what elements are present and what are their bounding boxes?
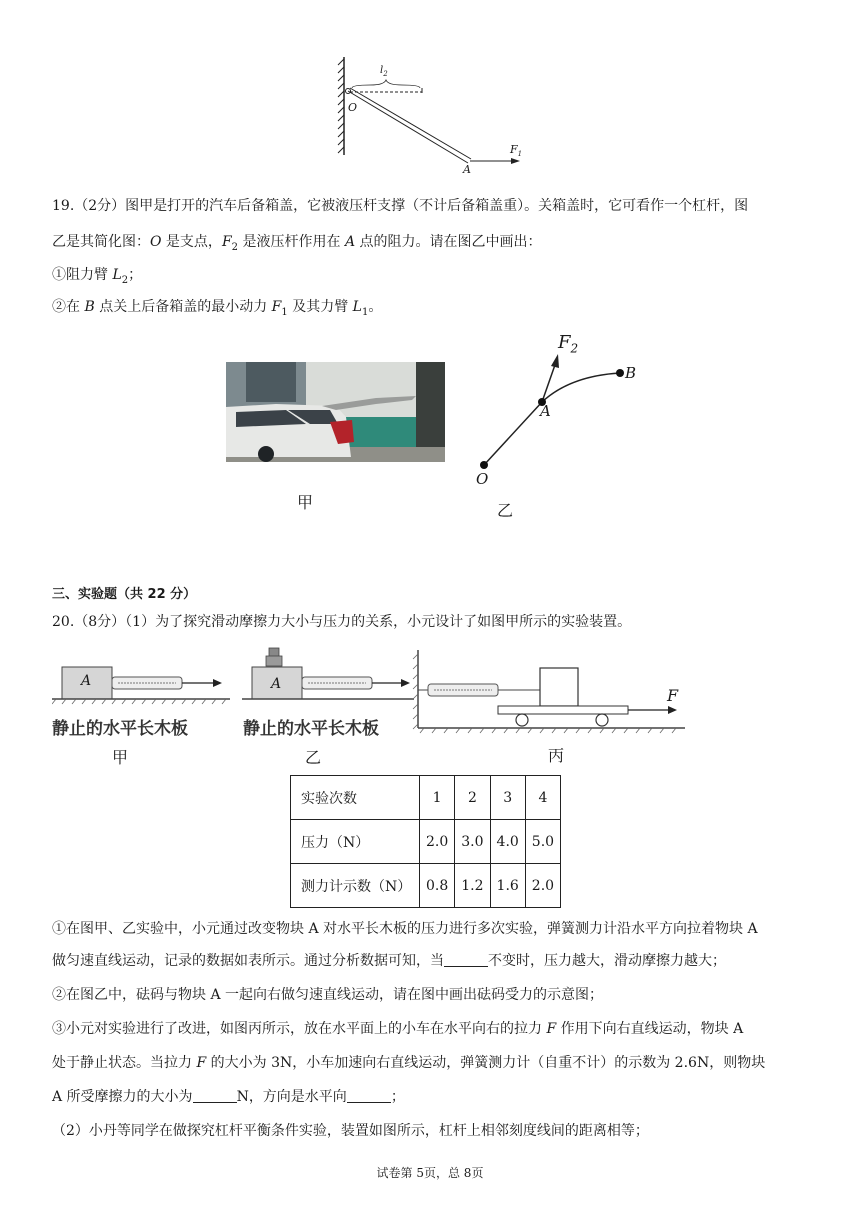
table-cell: 5.0	[525, 820, 560, 864]
q20-intro: 20.（8分）（1）为了探究滑动摩擦力大小与压力的关系，小元设计了如图甲所示的实验装置。	[52, 614, 632, 630]
fig-jia-block-label: A	[81, 673, 92, 689]
q20-part2: （2）小丹等同学在做探究杠杆平衡条件实验，装置如图所示，杠杆上相邻刻度线间的距离相等；	[52, 1123, 649, 1139]
table-row	[291, 776, 561, 820]
q19-item1: ①阻力臂 $L_2$；	[52, 267, 143, 286]
lever-wall-svg	[330, 55, 530, 170]
fig-bing-caption: 丙	[548, 746, 565, 765]
table-row	[291, 864, 561, 908]
label-f1: $F_1$	[510, 143, 523, 159]
section3-title: 三、实验题（共 22 分）	[52, 587, 197, 602]
answer-blank[interactable]	[193, 1088, 237, 1103]
data-table	[290, 775, 561, 908]
table-cell: 实验次数	[291, 776, 420, 820]
diag-label-f2: $F_2$	[558, 332, 579, 356]
diag-label-b: B	[625, 364, 637, 382]
q19-line2: 乙是其简化图：O 是支点，$F_2$ 是液压杆作用在 A 点的阻力。请在图乙中画出：	[52, 234, 542, 253]
label-o: O	[348, 101, 358, 114]
table-cell: 4	[525, 776, 560, 820]
q20-p1-line1: ①在图甲、乙实验中，小元通过改变物块 A 对水平长木板的压力进行多次实验，弹簧测力计沿水平方向拉着物块 A	[52, 921, 758, 937]
answer-blank[interactable]	[347, 1088, 391, 1103]
fig-jia-apparatus	[52, 655, 232, 715]
table-cell: 4.0	[490, 820, 525, 864]
fig-yi-apparatus	[242, 640, 417, 715]
fig-bing-apparatus	[410, 648, 690, 738]
lever-wall-diagram	[330, 55, 530, 176]
lever-diagram-yi	[470, 330, 670, 520]
q20-p3-line3: A 所受摩擦力的大小为 N，方向是水平向 ；	[52, 1089, 405, 1105]
photo-caption-jia: 甲	[297, 493, 314, 512]
page-footer: 试卷第 5页，总 8页	[376, 1166, 484, 1180]
diagram-caption-yi: 乙	[497, 501, 514, 520]
car-trunk-photo	[226, 362, 445, 462]
fig-jia-caption: 甲	[112, 748, 129, 767]
fig-jia-board-label: 静止的水平长木板	[52, 719, 188, 739]
fig-yi-block-label: A	[271, 676, 282, 692]
table-cell: 压力（N）	[291, 820, 420, 864]
table-cell: 2	[455, 776, 490, 820]
answer-blank[interactable]	[444, 952, 488, 967]
q20-p3-line2: 处于静止状态。当拉力 F 的大小为 3N，小车加速向右直线运动，弹簧测力计（自重不计）的示数为 2.6N，则物块	[52, 1055, 766, 1071]
fig-yi-caption: 乙	[305, 748, 322, 767]
q20-p1-line2: 做匀速直线运动，记录的数据如表所示。通过分析数据可知，当 不变时，压力越大，滑动摩擦力越大；	[52, 953, 726, 969]
table-cell: 0.8	[420, 864, 455, 908]
q20-p2: ②在图乙中，砝码与物块 A 一起向右做匀速直线运动，请在图中画出砝码受力的示意图；	[52, 987, 604, 1003]
label-l2: $l_2$	[380, 65, 388, 78]
q19-item2: ②在 B 点关上后备箱盖的最小动力 $F_1$ 及其力臂 $L_1$。	[52, 299, 383, 318]
table-cell: 3	[490, 776, 525, 820]
label-a: A	[463, 163, 471, 176]
fig-bing-force-label: F	[667, 686, 679, 705]
table-cell: 3.0	[455, 820, 490, 864]
q19-line1: 19.（2分）图甲是打开的汽车后备箱盖，它被液压杆支撑（不计后备箱盖重）。关箱盖时，它可看作一个杠杆，图	[52, 198, 749, 214]
q20-p3-line1: ③小元对实验进行了改进，如图丙所示，放在水平面上的小车在水平向右的拉力 F 作用下向右直线运动，物块 A	[52, 1021, 744, 1037]
table-cell: 1.6	[490, 864, 525, 908]
table-cell: 1.2	[455, 864, 490, 908]
table-cell: 2.0	[525, 864, 560, 908]
table-cell: 测力计示数（N）	[291, 864, 420, 908]
table-cell: 2.0	[420, 820, 455, 864]
table-cell: 1	[420, 776, 455, 820]
fig-yi-board-label: 静止的水平长木板	[243, 719, 379, 739]
diag-label-o: O	[476, 470, 489, 488]
table-row	[291, 820, 561, 864]
diag-label-a: A	[540, 402, 551, 420]
